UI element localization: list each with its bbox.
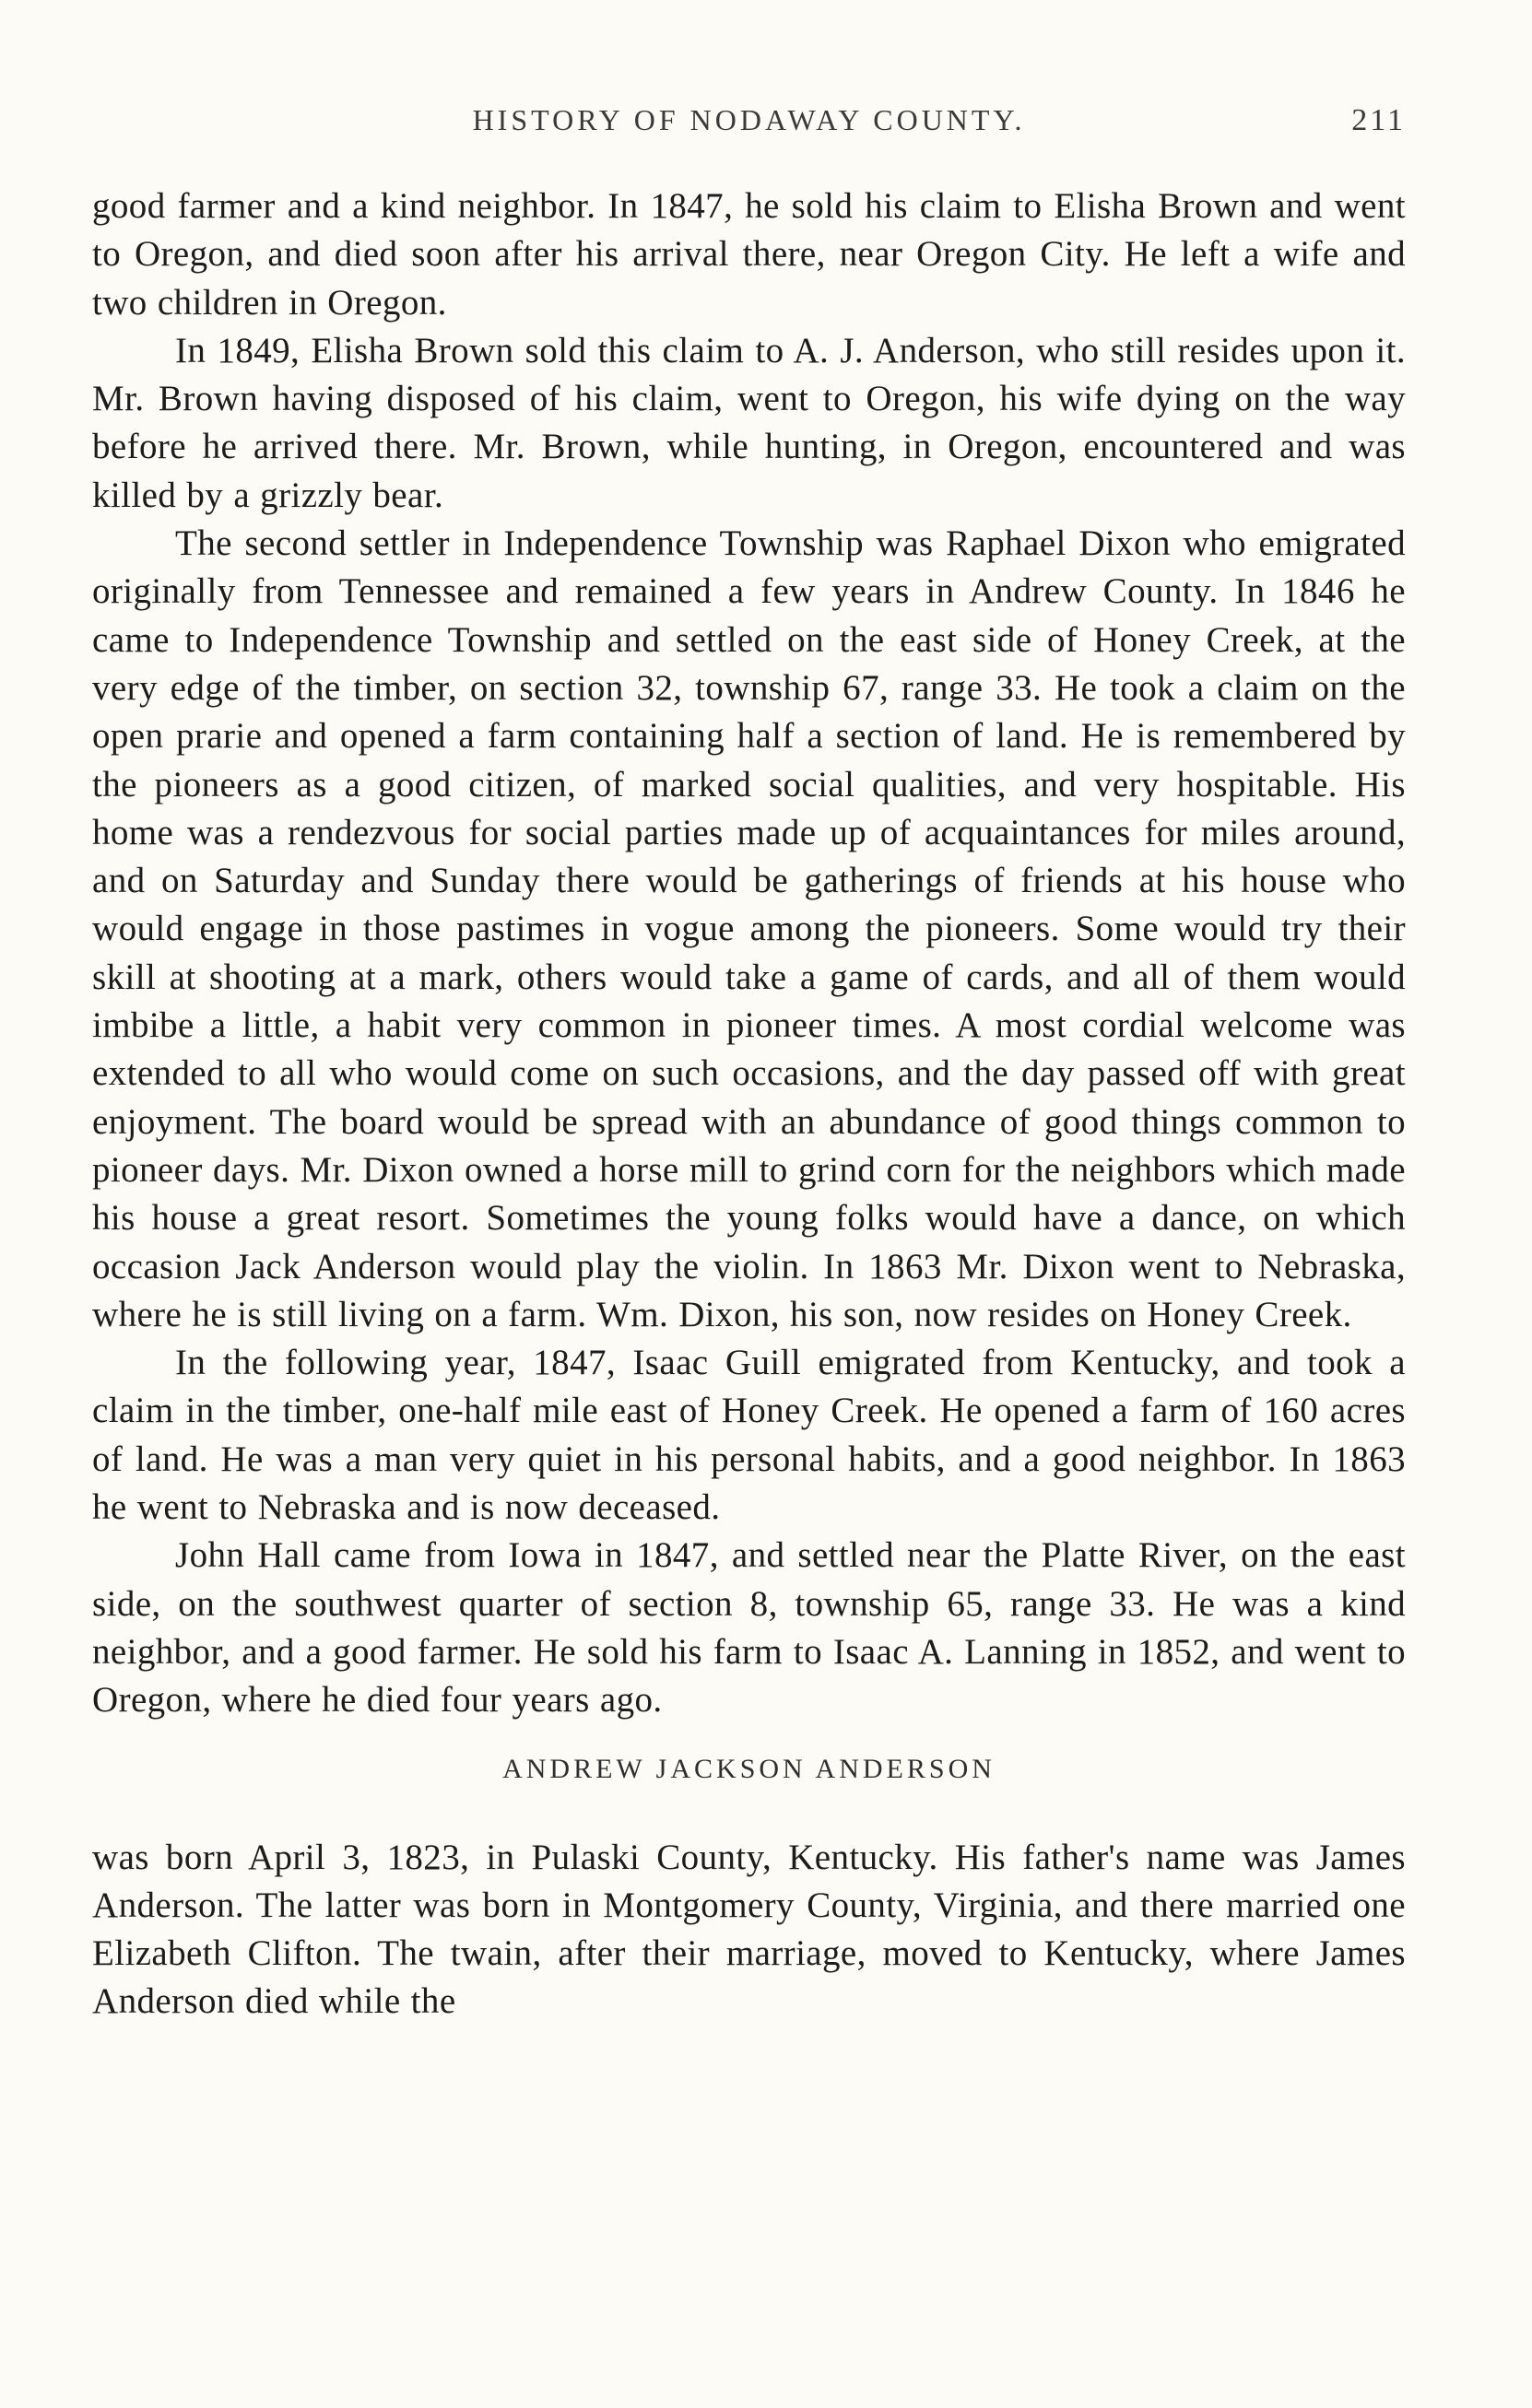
book-page xyxy=(92,0,1406,2408)
body-text xyxy=(92,182,1406,2026)
paragraph-raphael-dixon: The second settler in Independence Township was Raphael Dixon who emigrated originally from Tennessee and remained a few years in Andrew County. In 1846 he came to Independence Township and settled on the east side of Honey Creek, at the very edge of the timber, on section 32, township 67, range 33. He took a claim on the open prarie and opened a farm containing half a section of land. He is remembered by the pioneers as a good citizen, of marked social qualities, and very hospitable. His home was a rendezvous for social parties made up of acquaintances for miles around, and on Saturday and Sunday there would be gatherings of friends at his house who would engage in those pastimes in vogue among the pioneers. Some would try their skill at shooting at a mark, others would take a game of cards, and all of them would imbibe a little, a habit very common in pioneer times. A most cordial welcome was extended to all who would come on such occasions, and the day passed off with great enjoyment. The board would be spread with an abundance of good things common to pioneer days. Mr. Dixon owned a horse mill to grind corn for the neighbors which made his house a great resort. Sometimes the young folks would have a dance, on which occasion Jack Anderson would play the violin. In 1863 Mr. Dixon went to Nebraska, where he is still living on a farm. Wm. Dixon, his son, now resides on Honey Creek. xyxy=(92,523,1406,1334)
running-title: HISTORY OF NODAWAY COUNTY. xyxy=(472,103,1026,136)
running-head xyxy=(92,103,1406,149)
paragraph-anderson-biography: was born April 3, 1823, in Pulaski County, Kentucky. His father's name was James Anderson. The latter was born in Montgomery County, Virginia, and there married one Elizabeth Clifton. The twain, after their marriage, moved to Kentucky, where James Anderson died while the xyxy=(92,1837,1406,2022)
paragraph-elisha-brown: In 1849, Elisha Brown sold this claim to A. J. Anderson, who still resides upon it. Mr. Brown having disposed of his claim, went to Oregon, his wife dying on the way before he arrived there. Mr. Brown, while hunting, in Oregon, encountered and was killed by a grizzly bear. xyxy=(92,330,1406,515)
section-heading: ANDREW JACKSON ANDERSON xyxy=(502,1753,996,1784)
paragraph-continued: good farmer and a kind neighbor. In 1847, he sold his claim to Elisha Brown and went to Oregon, and died soon after his arrival there, near Oregon City. He left a wife and two children in Oregon. xyxy=(92,186,1406,323)
page-number: 211 xyxy=(1351,103,1406,137)
paragraph-john-hall: John Hall came from Iowa in 1847, and settled near the Platte River, on the east side, on the southwest quarter of section 8, township 65, range 33. He was a kind neighbor, and a good farmer. He sold his farm to Isaac A. Lanning in 1852, and went to Oregon, where he died four years ago. xyxy=(92,1535,1406,1721)
paragraph-isaac-guill: In the following year, 1847, Isaac Guill emigrated from Kentucky, and took a claim in the timber, one-half mile east of Honey Creek. He opened a farm of 160 acres of land. He was a man very quiet in his personal habits, and a good neighbor. In 1863 he went to Nebraska and is now deceased. xyxy=(92,1343,1406,1528)
